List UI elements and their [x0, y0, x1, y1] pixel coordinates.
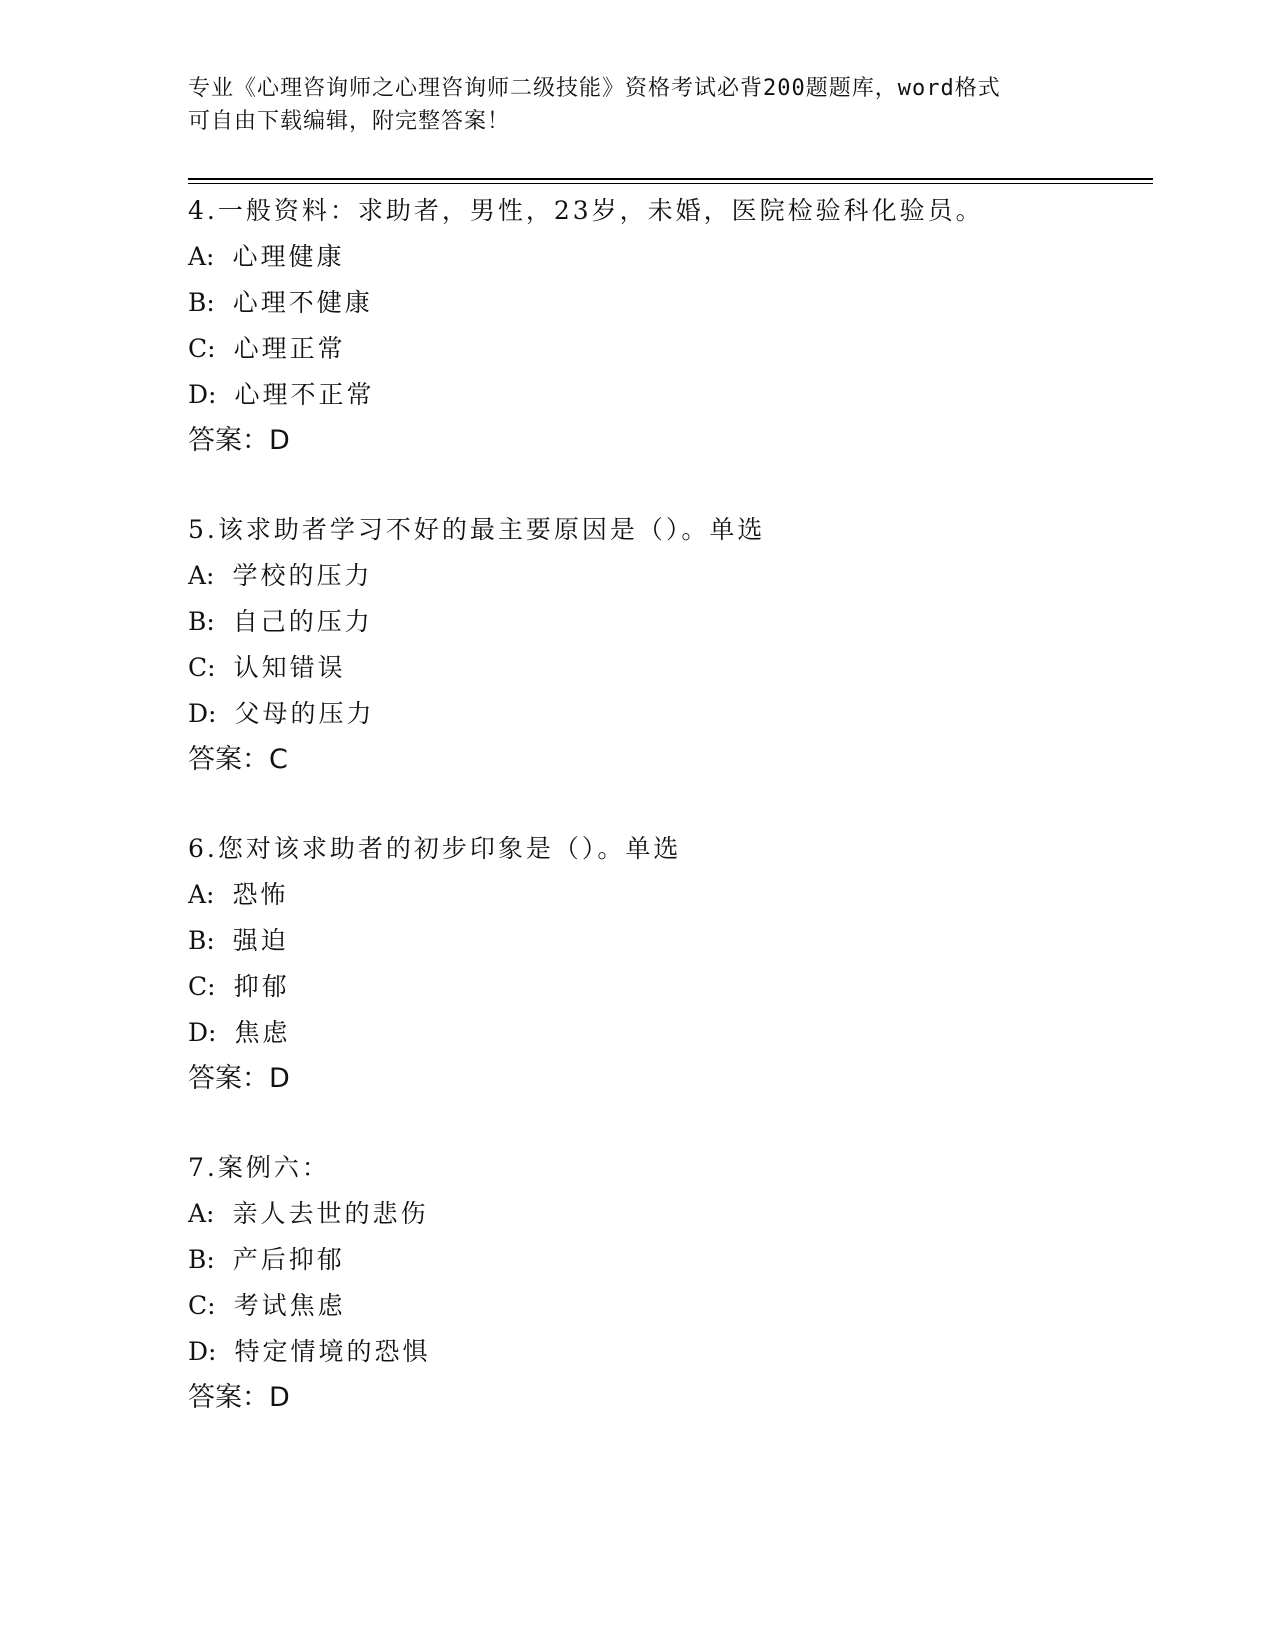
option-key: A:	[188, 880, 215, 909]
option-key: D:	[188, 1337, 217, 1366]
answer-line: 答案：D	[188, 1063, 290, 1094]
option-key: B:	[188, 1245, 215, 1274]
option-key: D:	[188, 1018, 217, 1047]
option-key: B:	[188, 607, 215, 636]
option-b	[188, 918, 1148, 964]
option-d	[188, 1010, 1148, 1056]
option-text: 抑郁	[233, 972, 290, 1001]
option-key: A:	[188, 242, 215, 271]
option-text: 认知错误	[233, 653, 346, 682]
option-key: C:	[188, 972, 216, 1001]
option-key: C:	[188, 334, 216, 363]
option-text: 心理不正常	[234, 380, 375, 409]
option-d	[188, 1329, 1148, 1375]
option-text: 特定情境的恐惧	[234, 1337, 431, 1366]
header-line-1: 专业《心理咨询师之心理咨询师二级技能》资格考试必背200题题库，word格式	[188, 76, 1001, 101]
option-text: 心理健康	[232, 242, 345, 271]
answer-line: 答案：D	[188, 1382, 290, 1413]
question-title: 7.案例六：	[188, 1153, 330, 1182]
option-b	[188, 1237, 1148, 1283]
question-title: 6.您对该求助者的初步印象是（）。单选	[188, 834, 682, 863]
option-text: 产后抑郁	[232, 1245, 345, 1274]
option-d	[188, 372, 1148, 418]
answer-line: 答案：D	[188, 425, 290, 456]
option-text: 亲人去世的悲伤	[232, 1199, 429, 1228]
answer-line: 答案：C	[188, 744, 288, 775]
header-divider-thick	[188, 178, 1153, 180]
option-a	[188, 234, 1148, 280]
option-text: 强迫	[232, 926, 289, 955]
option-c	[188, 1283, 1148, 1329]
option-c	[188, 645, 1148, 691]
option-key: C:	[188, 653, 216, 682]
question-7	[188, 1145, 1148, 1421]
option-key: A:	[188, 1199, 215, 1228]
option-text: 恐怖	[232, 880, 289, 909]
document-header	[188, 72, 1088, 138]
option-b	[188, 599, 1148, 645]
option-c	[188, 326, 1148, 372]
option-key: A:	[188, 561, 215, 590]
option-text: 考试焦虑	[233, 1291, 346, 1320]
option-b	[188, 280, 1148, 326]
header-line-2: 可自由下载编辑，附完整答案！	[188, 109, 511, 134]
header-divider-thin	[188, 183, 1153, 184]
option-a	[188, 872, 1148, 918]
question-title: 4.一般资料：求助者，男性，23岁，未婚，医院检验科化验员。	[188, 196, 984, 225]
option-text: 焦虑	[234, 1018, 291, 1047]
option-d	[188, 691, 1148, 737]
option-a	[188, 1191, 1148, 1237]
option-c	[188, 964, 1148, 1010]
option-key: C:	[188, 1291, 216, 1320]
option-text: 自己的压力	[232, 607, 373, 636]
option-text: 心理不健康	[232, 288, 373, 317]
option-text: 心理正常	[233, 334, 346, 363]
question-5	[188, 507, 1148, 783]
question-6	[188, 826, 1148, 1102]
option-key: D:	[188, 699, 217, 728]
option-key: B:	[188, 926, 215, 955]
option-key: D:	[188, 380, 217, 409]
option-key: B:	[188, 288, 215, 317]
option-a	[188, 553, 1148, 599]
option-text: 学校的压力	[232, 561, 373, 590]
question-title: 5.该求助者学习不好的最主要原因是（）。单选	[188, 515, 766, 544]
option-text: 父母的压力	[234, 699, 375, 728]
question-4	[188, 188, 1148, 464]
